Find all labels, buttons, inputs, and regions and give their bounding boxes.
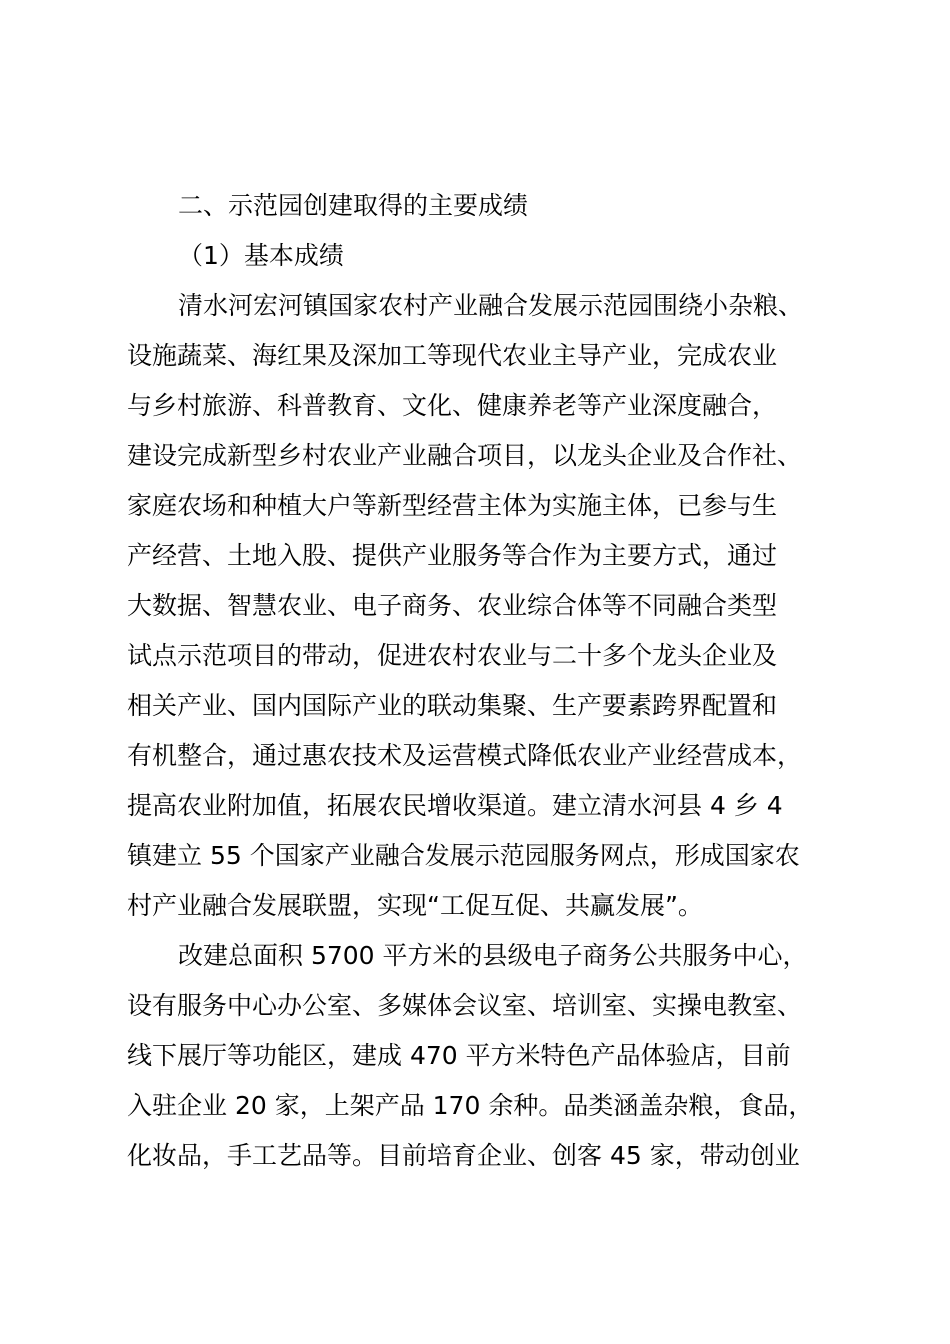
paragraph-line: 产经营、土地入股、提供产业服务等合作为主要方式，通过: [127, 541, 778, 570]
paragraph-line: 线下展厅等功能区，建成 470 平方米特色产品体验店，目前: [127, 1041, 791, 1070]
paragraph-line: 与乡村旅游、科普教育、文化、健康养老等产业深度融合，: [127, 391, 778, 420]
section-heading: 二、示范园创建取得的主要成绩: [178, 191, 529, 220]
paragraph-line: 有机整合，通过惠农技术及运营模式降低农业产业经营成本，: [127, 741, 803, 770]
paragraph-line: 家庭农场和种植大户等新型经营主体为实施主体，已参与生: [127, 491, 778, 520]
paragraph-line: 化妆品，手工艺品等。目前培育企业、创客 45 家，带动创业: [127, 1141, 800, 1170]
paragraph-line: 入驻企业 20 家，上架产品 170 余种。品类涵盖杂粮，食品，: [127, 1091, 814, 1120]
paragraph-line: 清水河宏河镇国家农村产业融合发展示范园围绕小杂粮、: [178, 291, 804, 320]
paragraph-line: 设有服务中心办公室、多媒体会议室、培训室、实操电教室、: [127, 991, 803, 1020]
paragraph-line: 试点示范项目的带动，促进农村农业与二十多个龙头企业及: [127, 641, 778, 670]
paragraph-line: 相关产业、国内国际产业的联动集聚、生产要素跨界配置和: [127, 691, 778, 720]
paragraph-line: 设施蔬菜、海红果及深加工等现代农业主导产业，完成农业: [127, 341, 778, 370]
paragraph-line: 改建总面积 5700 平方米的县级电子商务公共服务中心，: [178, 941, 808, 970]
paragraph-line: 镇建立 55 个国家产业融合发展示范园服务网点，形成国家农: [127, 841, 800, 870]
paragraph-line: 村产业融合发展联盟，实现“工促互促、共赢发展”。: [127, 891, 703, 920]
subsection-heading: （1）基本成绩: [178, 241, 344, 270]
paragraph-line: 大数据、智慧农业、电子商务、农业综合体等不同融合类型: [127, 591, 778, 620]
paragraph-line: 提高农业附加值，拓展农民增收渠道。建立清水河县 4 乡 4: [127, 791, 783, 820]
paragraph-line: 建设完成新型乡村农业产业融合项目，以龙头企业及合作社、: [127, 441, 803, 470]
